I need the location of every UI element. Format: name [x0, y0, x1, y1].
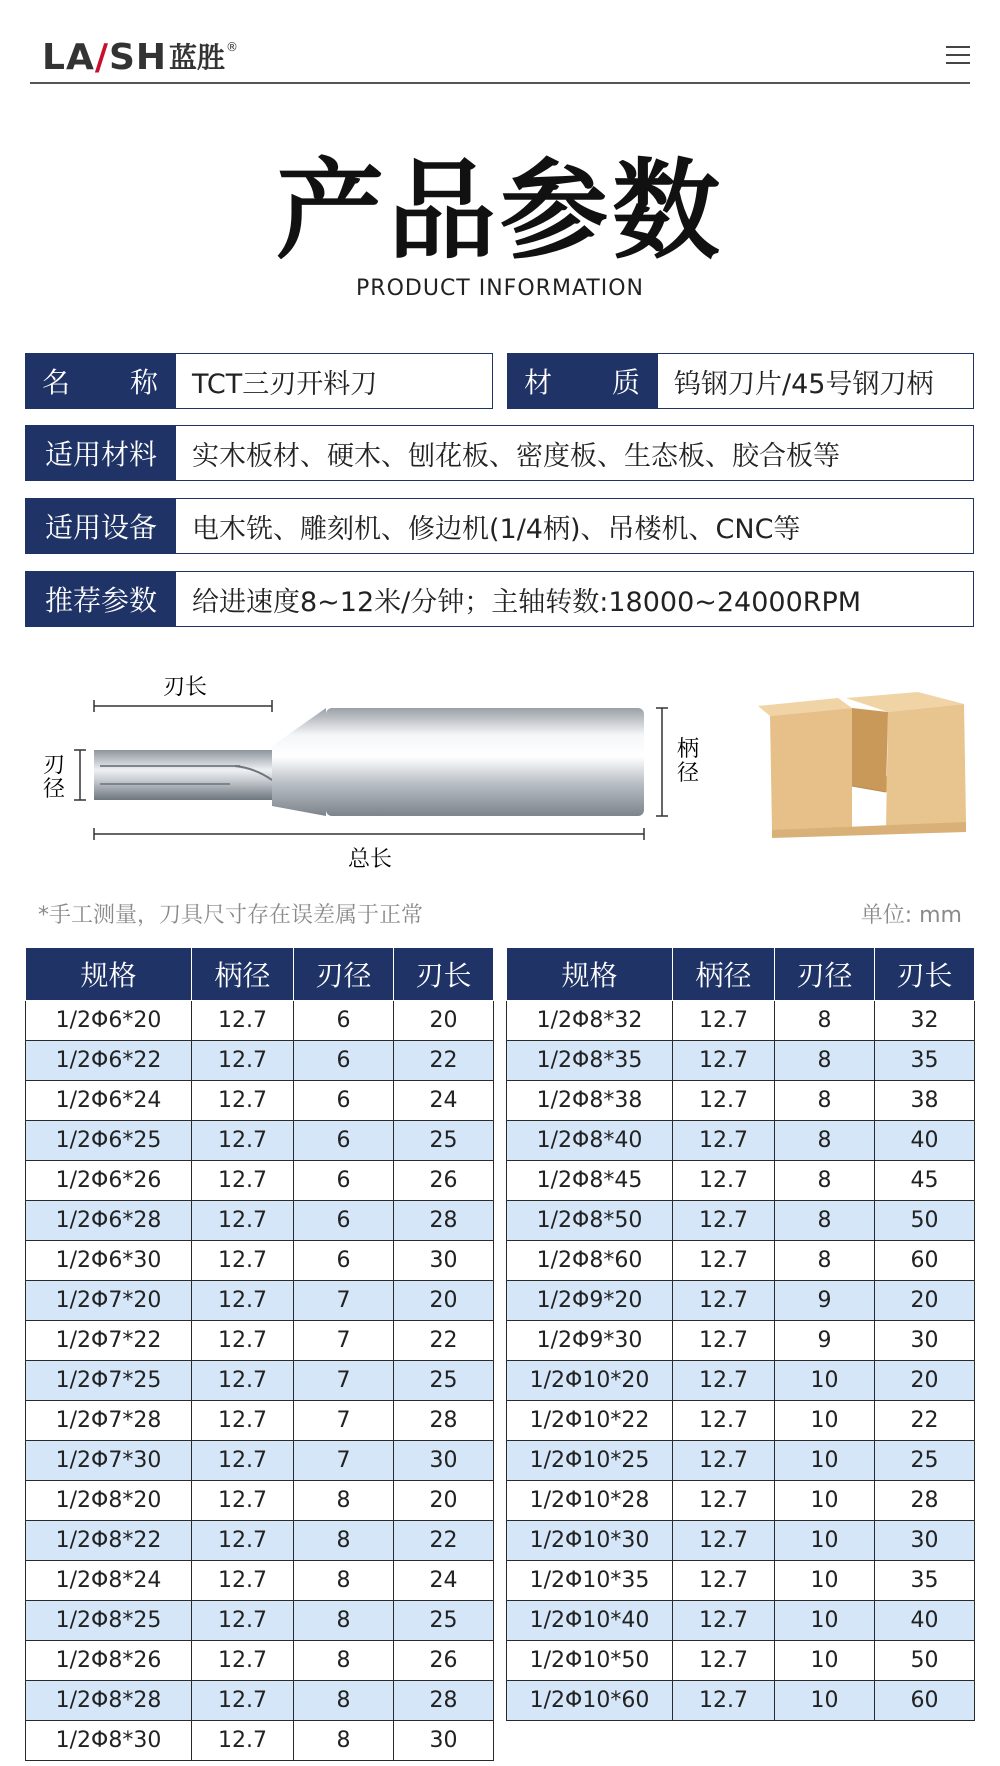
cell-blade-diameter: 10	[775, 1641, 875, 1681]
cell-shank-diameter: 12.7	[192, 1161, 294, 1201]
cell-blade-diameter: 6	[294, 1121, 394, 1161]
cell-blade-diameter: 10	[775, 1361, 875, 1401]
cell-shank-diameter: 12.7	[192, 1041, 294, 1081]
cell-blade-length: 30	[875, 1521, 975, 1561]
table-row	[507, 1081, 975, 1121]
table-row	[26, 1521, 494, 1561]
cell-shank-diameter: 12.7	[192, 1681, 294, 1721]
spec-value-params: 给进速度8~12米/分钟；主轴转数:18000~24000RPM	[176, 572, 973, 626]
brand-logo[interactable]	[42, 38, 238, 78]
header-blade-diameter: 刃径	[775, 948, 875, 1001]
cell-shank-diameter: 12.7	[192, 1561, 294, 1601]
cell-blade-length: 24	[394, 1561, 494, 1601]
table-row	[507, 1361, 975, 1401]
cell-shank-diameter: 12.7	[192, 1241, 294, 1281]
cell-blade-length: 50	[875, 1201, 975, 1241]
cell-shank-diameter: 12.7	[673, 1201, 775, 1241]
cell-blade-length: 25	[394, 1121, 494, 1161]
cell-shank-diameter: 12.7	[673, 1081, 775, 1121]
cell-shank-diameter: 12.7	[192, 1121, 294, 1161]
cell-blade-diameter: 7	[294, 1441, 394, 1481]
cell-spec: 1/2Φ7*30	[26, 1441, 192, 1481]
table-row	[507, 1401, 975, 1441]
spec-label-name: 名 称	[26, 354, 176, 408]
spec-row-name	[25, 353, 493, 409]
cell-spec: 1/2Φ7*28	[26, 1401, 192, 1441]
spec-row-applicable-material	[25, 425, 974, 481]
table-row	[507, 1241, 975, 1281]
table-row	[507, 1481, 975, 1521]
spec-table-right	[506, 948, 975, 1721]
cell-blade-diameter: 10	[775, 1561, 875, 1601]
cell-blade-diameter: 9	[775, 1321, 875, 1361]
header-shank-diameter: 柄径	[192, 948, 294, 1001]
cell-blade-diameter: 8	[775, 1041, 875, 1081]
cell-shank-diameter: 12.7	[673, 1521, 775, 1561]
cell-spec: 1/2Φ8*26	[26, 1641, 192, 1681]
cell-blade-diameter: 7	[294, 1361, 394, 1401]
cell-blade-length: 30	[394, 1441, 494, 1481]
cell-shank-diameter: 12.7	[192, 1401, 294, 1441]
table-row	[26, 1201, 494, 1241]
cell-blade-length: 22	[875, 1401, 975, 1441]
table-row	[26, 1401, 494, 1441]
table-header-row	[507, 948, 975, 1001]
cell-blade-length: 25	[394, 1361, 494, 1401]
table-row	[26, 1121, 494, 1161]
cell-blade-length: 40	[875, 1601, 975, 1641]
spec-value-name: TCT三刃开料刀	[176, 354, 492, 408]
spec-row-params	[25, 571, 974, 627]
spec-value-equipment: 电木铣、雕刻机、修边机(1/4柄)、吊楼机、CNC等	[176, 499, 973, 553]
table-row	[507, 1521, 975, 1561]
cell-blade-length: 60	[875, 1241, 975, 1281]
cell-blade-diameter: 8	[775, 1161, 875, 1201]
cell-blade-length: 26	[394, 1161, 494, 1201]
cell-blade-diameter: 10	[775, 1441, 875, 1481]
table-row	[26, 1721, 494, 1761]
cell-blade-length: 28	[394, 1201, 494, 1241]
cell-spec: 1/2Φ10*28	[507, 1481, 673, 1521]
cell-blade-length: 25	[394, 1601, 494, 1641]
table-row	[26, 1041, 494, 1081]
cell-spec: 1/2Φ9*20	[507, 1281, 673, 1321]
cell-spec: 1/2Φ8*40	[507, 1121, 673, 1161]
header-blade-length: 刃长	[394, 948, 494, 1001]
unit-label: 单位: mm	[860, 903, 962, 928]
table-row	[507, 1321, 975, 1361]
table-row	[507, 1561, 975, 1601]
cell-spec: 1/2Φ6*20	[26, 1001, 192, 1041]
header-blade-diameter: 刃径	[294, 948, 394, 1001]
cell-blade-length: 38	[875, 1081, 975, 1121]
cell-blade-diameter: 10	[775, 1521, 875, 1561]
cell-shank-diameter: 12.7	[192, 1481, 294, 1521]
cell-shank-diameter: 12.7	[673, 1481, 775, 1521]
label-blade-diameter-2: 径	[42, 777, 66, 802]
cell-shank-diameter: 12.7	[673, 1561, 775, 1601]
cell-spec: 1/2Φ8*38	[507, 1081, 673, 1121]
cell-blade-diameter: 8	[294, 1521, 394, 1561]
cell-blade-diameter: 8	[294, 1601, 394, 1641]
cell-blade-length: 30	[394, 1721, 494, 1761]
cell-spec: 1/2Φ8*25	[26, 1601, 192, 1641]
header-blade-length: 刃长	[875, 948, 975, 1001]
cell-blade-length: 20	[394, 1001, 494, 1041]
spec-label-params: 推荐参数	[26, 572, 176, 626]
header-shank-diameter: 柄径	[673, 948, 775, 1001]
cell-shank-diameter: 12.7	[192, 1721, 294, 1761]
cell-spec: 1/2Φ8*20	[26, 1481, 192, 1521]
spec-label-equipment: 适用设备	[26, 499, 176, 553]
cell-blade-length: 30	[394, 1241, 494, 1281]
label-blade-length: 刃长	[162, 675, 208, 700]
cell-blade-length: 60	[875, 1681, 975, 1721]
table-row	[26, 1321, 494, 1361]
cell-shank-diameter: 12.7	[673, 1361, 775, 1401]
label-blade-diameter-1: 刃	[42, 753, 66, 778]
table-row	[26, 1561, 494, 1601]
cell-blade-diameter: 10	[775, 1681, 875, 1721]
cell-shank-diameter: 12.7	[673, 1041, 775, 1081]
registered-mark: ®	[226, 40, 239, 54]
cell-blade-length: 26	[394, 1641, 494, 1681]
cell-blade-length: 50	[875, 1641, 975, 1681]
cell-blade-length: 35	[875, 1041, 975, 1081]
cell-shank-diameter: 12.7	[192, 1521, 294, 1561]
cell-blade-length: 22	[394, 1521, 494, 1561]
cell-spec: 1/2Φ8*45	[507, 1161, 673, 1201]
cell-blade-diameter: 6	[294, 1001, 394, 1041]
cell-shank-diameter: 12.7	[192, 1601, 294, 1641]
cell-blade-diameter: 8	[775, 1081, 875, 1121]
cell-blade-diameter: 7	[294, 1401, 394, 1441]
cell-spec: 1/2Φ10*60	[507, 1681, 673, 1721]
cell-shank-diameter: 12.7	[673, 1681, 775, 1721]
spec-row-material	[507, 353, 974, 409]
wood-slot-illustration	[752, 690, 972, 840]
table-row	[26, 1001, 494, 1041]
table-row	[507, 1281, 975, 1321]
cell-shank-diameter: 12.7	[673, 1601, 775, 1641]
cell-blade-diameter: 7	[294, 1281, 394, 1321]
table-row	[26, 1281, 494, 1321]
cell-shank-diameter: 12.7	[192, 1281, 294, 1321]
table-row	[507, 1041, 975, 1081]
table-row	[26, 1441, 494, 1481]
spec-label-material: 材 质	[508, 354, 658, 408]
cell-spec: 1/2Φ6*30	[26, 1241, 192, 1281]
cell-spec: 1/2Φ10*50	[507, 1641, 673, 1681]
header-spec: 规格	[507, 948, 673, 1001]
logo-chinese-name: 蓝胜	[169, 41, 226, 74]
cell-spec: 1/2Φ6*26	[26, 1161, 192, 1201]
cell-blade-diameter: 8	[294, 1561, 394, 1601]
cell-blade-length: 20	[875, 1361, 975, 1401]
cell-shank-diameter: 12.7	[192, 1321, 294, 1361]
header-divider	[30, 82, 970, 84]
cell-spec: 1/2Φ10*35	[507, 1561, 673, 1601]
cell-blade-diameter: 10	[775, 1401, 875, 1441]
label-shank-diameter-1: 柄	[676, 737, 700, 762]
cell-blade-length: 28	[394, 1681, 494, 1721]
cell-blade-diameter: 9	[775, 1281, 875, 1321]
cell-shank-diameter: 12.7	[673, 1121, 775, 1161]
cell-blade-length: 35	[875, 1561, 975, 1601]
cell-blade-length: 20	[394, 1281, 494, 1321]
cell-blade-length: 22	[394, 1041, 494, 1081]
cell-shank-diameter: 12.7	[673, 1401, 775, 1441]
tool-shank	[326, 708, 644, 816]
tool-neck	[272, 708, 326, 816]
cell-spec: 1/2Φ6*24	[26, 1081, 192, 1121]
table-row	[507, 1601, 975, 1641]
table-row	[26, 1241, 494, 1281]
cell-spec: 1/2Φ7*20	[26, 1281, 192, 1321]
cell-blade-length: 28	[875, 1481, 975, 1521]
cell-blade-length: 22	[394, 1321, 494, 1361]
spec-table-left	[25, 948, 494, 1761]
cell-blade-diameter: 8	[775, 1241, 875, 1281]
blade-body	[94, 750, 272, 800]
cell-spec: 1/2Φ8*24	[26, 1561, 192, 1601]
header-spec: 规格	[26, 948, 192, 1001]
cell-spec: 1/2Φ10*30	[507, 1521, 673, 1561]
hamburger-menu-icon[interactable]	[946, 46, 970, 64]
table-row	[507, 1121, 975, 1161]
cell-spec: 1/2Φ8*50	[507, 1201, 673, 1241]
table-row	[26, 1361, 494, 1401]
cell-spec: 1/2Φ10*22	[507, 1401, 673, 1441]
cell-spec: 1/2Φ6*22	[26, 1041, 192, 1081]
spec-value-applicable-material: 实木板材、硬木、刨花板、密度板、生态板、胶合板等	[176, 426, 973, 480]
cell-blade-diameter: 6	[294, 1081, 394, 1121]
table-header-row	[26, 948, 494, 1001]
page-subtitle: PRODUCT INFORMATION	[356, 276, 644, 301]
cell-blade-diameter: 6	[294, 1201, 394, 1241]
table-row	[26, 1681, 494, 1721]
cell-blade-diameter: 8	[775, 1201, 875, 1241]
table-row	[26, 1081, 494, 1121]
cell-shank-diameter: 12.7	[192, 1001, 294, 1041]
cell-blade-diameter: 8	[775, 1001, 875, 1041]
cell-blade-diameter: 10	[775, 1601, 875, 1641]
cell-blade-diameter: 10	[775, 1481, 875, 1521]
cell-spec: 1/2Φ8*30	[26, 1721, 192, 1761]
cell-blade-length: 30	[875, 1321, 975, 1361]
cell-blade-diameter: 8	[775, 1121, 875, 1161]
cell-shank-diameter: 12.7	[673, 1321, 775, 1361]
cell-blade-length: 24	[394, 1081, 494, 1121]
cell-blade-diameter: 6	[294, 1241, 394, 1281]
cell-shank-diameter: 12.7	[673, 1001, 775, 1041]
router-bit-diagram	[30, 668, 710, 878]
cell-blade-diameter: 8	[294, 1721, 394, 1761]
cell-spec: 1/2Φ7*25	[26, 1361, 192, 1401]
table-row	[507, 1641, 975, 1681]
cell-blade-length: 25	[875, 1441, 975, 1481]
cell-blade-diameter: 7	[294, 1321, 394, 1361]
cell-spec: 1/2Φ10*20	[507, 1361, 673, 1401]
cell-spec: 1/2Φ7*22	[26, 1321, 192, 1361]
cell-blade-diameter: 8	[294, 1681, 394, 1721]
cell-blade-length: 40	[875, 1121, 975, 1161]
cell-blade-length: 20	[394, 1481, 494, 1521]
cell-shank-diameter: 12.7	[673, 1441, 775, 1481]
cell-spec: 1/2Φ8*60	[507, 1241, 673, 1281]
cell-blade-length: 28	[394, 1401, 494, 1441]
logo-wordmark: LA/SH	[42, 37, 168, 78]
table-row	[507, 1681, 975, 1721]
label-total-length: 总长	[347, 847, 393, 872]
measurement-disclaimer: *手工测量，刀具尺寸存在误差属于正常	[38, 903, 424, 928]
table-row	[507, 1001, 975, 1041]
cell-shank-diameter: 12.7	[192, 1641, 294, 1681]
label-shank-diameter-2: 径	[676, 761, 700, 786]
cell-shank-diameter: 12.7	[673, 1281, 775, 1321]
cell-spec: 1/2Φ8*28	[26, 1681, 192, 1721]
cell-blade-diameter: 8	[294, 1641, 394, 1681]
cell-spec: 1/2Φ8*32	[507, 1001, 673, 1041]
cell-spec: 1/2Φ10*40	[507, 1601, 673, 1641]
cell-spec: 1/2Φ8*35	[507, 1041, 673, 1081]
cell-shank-diameter: 12.7	[192, 1441, 294, 1481]
cell-spec: 1/2Φ9*30	[507, 1321, 673, 1361]
table-row	[26, 1601, 494, 1641]
cell-blade-length: 45	[875, 1161, 975, 1201]
cell-spec: 1/2Φ10*25	[507, 1441, 673, 1481]
cell-blade-diameter: 6	[294, 1041, 394, 1081]
cell-shank-diameter: 12.7	[192, 1201, 294, 1241]
cell-shank-diameter: 12.7	[673, 1241, 775, 1281]
cell-spec: 1/2Φ8*22	[26, 1521, 192, 1561]
table-row	[507, 1161, 975, 1201]
table-row	[507, 1441, 975, 1481]
cell-spec: 1/2Φ6*25	[26, 1121, 192, 1161]
table-row	[26, 1161, 494, 1201]
cell-blade-diameter: 8	[294, 1481, 394, 1521]
cell-shank-diameter: 12.7	[673, 1641, 775, 1681]
cell-shank-diameter: 12.7	[192, 1361, 294, 1401]
cell-shank-diameter: 12.7	[192, 1081, 294, 1121]
table-row	[26, 1481, 494, 1521]
spec-row-equipment	[25, 498, 974, 554]
page-title: 产品参数	[275, 149, 724, 274]
cell-blade-diameter: 6	[294, 1161, 394, 1201]
spec-value-material: 钨钢刀片/45号钢刀柄	[658, 354, 973, 408]
cell-blade-length: 32	[875, 1001, 975, 1041]
cell-spec: 1/2Φ6*28	[26, 1201, 192, 1241]
cell-blade-length: 20	[875, 1281, 975, 1321]
spec-label-applicable-material: 适用材料	[26, 426, 176, 480]
table-row	[507, 1201, 975, 1241]
table-row	[26, 1641, 494, 1681]
cell-shank-diameter: 12.7	[673, 1161, 775, 1201]
